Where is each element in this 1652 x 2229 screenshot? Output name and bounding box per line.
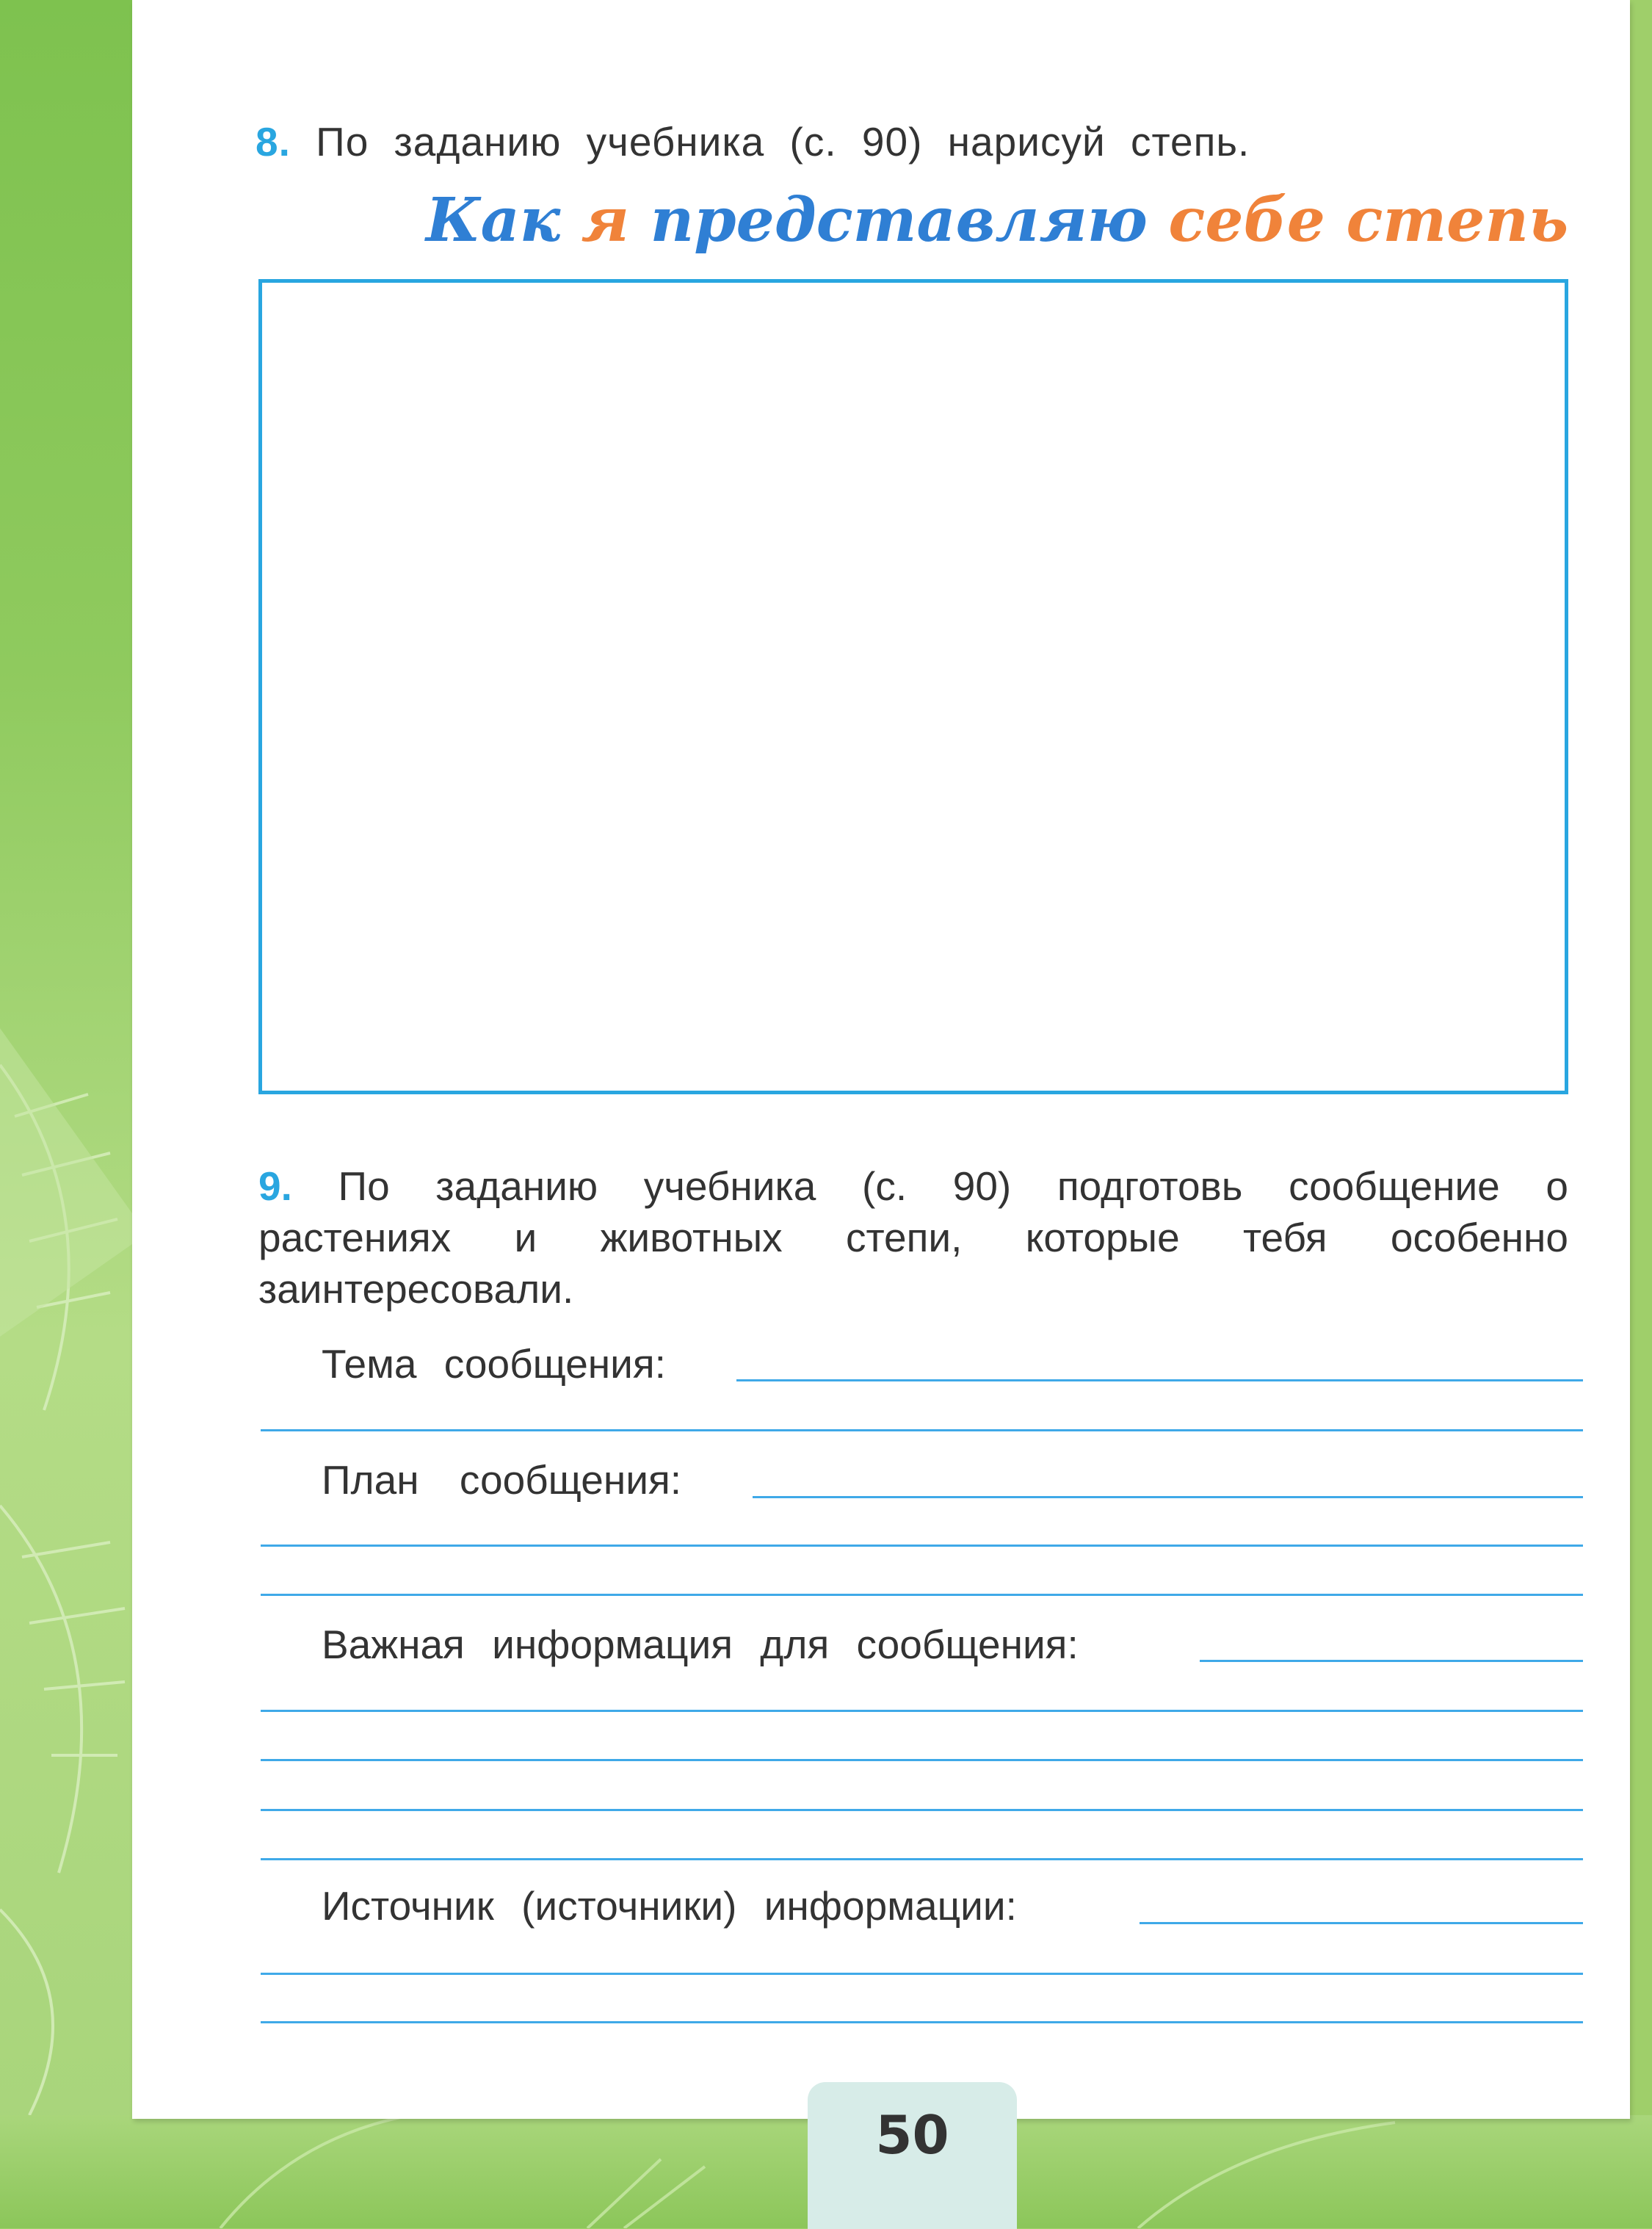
task-8-text: По заданию учебника (с. 90) нарисуй степь.	[316, 119, 1250, 165]
task-9	[258, 1160, 1568, 1315]
important-answer-line[interactable]	[1200, 1660, 1583, 1662]
plan-answer-line-3[interactable]	[261, 1594, 1583, 1596]
task-8-number: 8.	[256, 119, 291, 165]
important-answer-line-3[interactable]	[261, 1759, 1583, 1761]
caption-word-3: представляю	[650, 185, 1148, 256]
source-answer-line-3[interactable]	[261, 2021, 1583, 2023]
source-label: Источник (источники) информации:	[322, 1880, 1024, 1932]
caption-word-4: себе	[1168, 185, 1325, 256]
source-answer-line[interactable]	[1140, 1922, 1583, 1924]
source-answer-line-2[interactable]	[261, 1973, 1583, 1975]
important-label: Важная информация для сообщения:	[322, 1619, 1086, 1670]
important-answer-line-5[interactable]	[261, 1858, 1583, 1860]
topic-answer-line-2[interactable]	[261, 1429, 1583, 1431]
plan-answer-line[interactable]	[753, 1496, 1583, 1498]
important-answer-line-4[interactable]	[261, 1809, 1583, 1811]
drawing-area[interactable]	[258, 279, 1568, 1094]
plan-label: План сообщения:	[322, 1454, 689, 1506]
leaf-decoration	[0, 1028, 147, 2130]
caption-word-5: степь	[1346, 185, 1569, 256]
caption-word-1: Как	[426, 185, 561, 256]
workbook-page	[132, 0, 1630, 2119]
plan-answer-line-2[interactable]	[261, 1545, 1583, 1547]
task-8	[256, 116, 1562, 167]
drawing-caption	[426, 176, 1569, 264]
page-number: 50	[875, 2104, 949, 2166]
topic-answer-line[interactable]	[736, 1379, 1583, 1381]
task-9-text: По заданию учебника (с. 90) подготовь сообщение о растениях и животных степи, которые тебя особенно заинтересовали.	[258, 1163, 1569, 1312]
caption-word-2: я	[581, 185, 630, 256]
topic-label: Тема сообщения:	[322, 1338, 673, 1390]
task-9-number: 9.	[258, 1163, 292, 1209]
important-answer-line-2[interactable]	[261, 1710, 1583, 1712]
